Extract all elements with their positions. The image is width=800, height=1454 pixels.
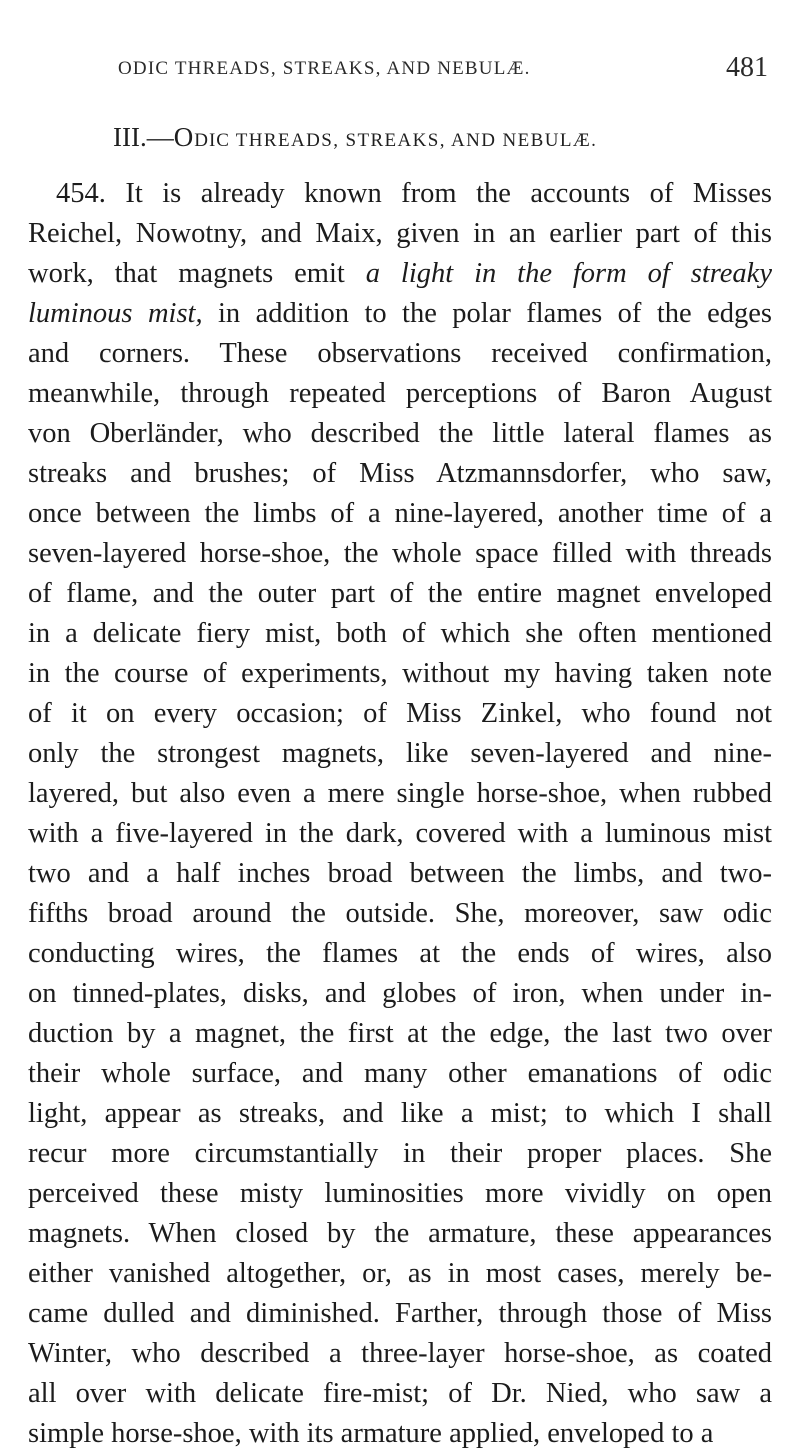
text-line	[28, 694, 772, 734]
text-run: von Oberländer, who described the little lateral flames as	[28, 418, 772, 449]
text-run: meanwhile, through repeated perceptions of Baron August	[28, 378, 772, 409]
text-line	[28, 1174, 772, 1214]
text-run: seven-layered horse-shoe, the whole space filled with threads	[28, 538, 772, 569]
text-line	[28, 894, 772, 934]
text-line	[28, 1254, 772, 1294]
text-run: their whole surface, and many other emanations of odic	[28, 1058, 772, 1089]
text-run: Winter, who described a three-layer horse-shoe, as coated	[28, 1338, 772, 1369]
text-run: two and a half inches broad between the limbs, and two-	[28, 858, 772, 889]
text-run: recur more circumstantially in their proper places. She	[28, 1138, 772, 1169]
text-line	[28, 494, 772, 534]
text-line	[28, 214, 772, 254]
text-run: in the course of experiments, without my having taken note	[28, 658, 772, 689]
text-line	[28, 1214, 772, 1254]
italic-text-run: luminous mist,	[28, 298, 203, 329]
section-heading-first-word: Odic	[173, 122, 230, 152]
text-run: conducting wires, the flames at the ends of wires, also	[28, 938, 772, 969]
text-line	[28, 1334, 772, 1374]
text-run: Reichel, Nowotny, and Maix, given in an earlier part of this	[28, 218, 772, 249]
text-run: fifths broad around the outside. She, moreover, saw odic	[28, 898, 772, 929]
text-line	[28, 374, 772, 414]
text-run: work, that magnets emit	[28, 258, 366, 289]
text-line	[28, 414, 772, 454]
text-run: layered, but also even a mere single horse-shoe, when rubbed	[28, 778, 772, 809]
text-line	[28, 774, 772, 814]
italic-text-run: a light in the form of streaky	[365, 258, 772, 289]
text-line	[28, 174, 772, 214]
section-heading	[113, 122, 597, 153]
text-line	[28, 574, 772, 614]
text-line	[28, 1294, 772, 1334]
text-run: with a five-layered in the dark, covered with a luminous mist	[28, 818, 772, 849]
text-line	[28, 1094, 772, 1134]
text-run: only the strongest magnets, like seven-layered and nine-	[28, 738, 772, 769]
text-run: of flame, and the outer part of the entire magnet enveloped	[28, 578, 772, 609]
section-heading-rest: THREADS, STREAKS, AND NEBULÆ.	[229, 130, 598, 151]
text-line	[28, 614, 772, 654]
paragraph-454	[28, 174, 772, 1454]
text-run: in addition to the polar flames of the edges	[202, 298, 772, 329]
text-line	[28, 454, 772, 494]
text-run: once between the limbs of a nine-layered, another time of a	[28, 498, 772, 529]
text-line	[28, 294, 772, 334]
text-run: light, appear as streaks, and like a mist; to which I shall	[28, 1098, 772, 1129]
text-run: duction by a magnet, the first at the edge, the last two over	[28, 1018, 772, 1049]
text-line	[28, 1054, 772, 1094]
text-run: all over with delicate fire-mist; of Dr. Nied, who saw a	[28, 1378, 772, 1409]
text-run: magnets. When closed by the armature, these appearances	[28, 1218, 772, 1249]
text-run: came dulled and diminished. Farther, through those of Miss	[28, 1298, 772, 1329]
running-title: ODIC THREADS, STREAKS, AND NEBULÆ.	[118, 58, 531, 79]
text-line	[28, 934, 772, 974]
text-run: in a delicate fiery mist, both of which she often mentioned	[28, 618, 772, 649]
text-line	[28, 814, 772, 854]
text-run: simple horse-shoe, with its armature applied, enveloped to a	[28, 1418, 714, 1449]
text-run: streaks and brushes; of Miss Atzmannsdorfer, who saw,	[28, 458, 772, 489]
text-run: perceived these misty luminosities more vividly on open	[28, 1178, 772, 1209]
page-number: 481	[726, 52, 768, 83]
text-run: and corners. These observations received confirmation,	[28, 338, 772, 369]
text-line	[28, 1374, 772, 1414]
text-line	[28, 1014, 772, 1054]
text-line	[28, 734, 772, 774]
running-head	[118, 52, 768, 86]
text-run: either vanished altogether, or, as in most cases, merely be-	[28, 1258, 772, 1289]
text-line	[28, 254, 772, 294]
text-line	[28, 974, 772, 1014]
text-line	[28, 1414, 772, 1454]
text-run: of it on every occasion; of Miss Zinkel, who found not	[28, 698, 772, 729]
text-line	[28, 854, 772, 894]
text-line	[28, 334, 772, 374]
text-line	[28, 654, 772, 694]
text-run: 454. It is already known from the accounts of Misses	[56, 178, 772, 209]
text-run: on tinned-plates, disks, and globes of iron, when under in-	[28, 978, 772, 1009]
text-line	[28, 1134, 772, 1174]
section-numeral: III.—	[113, 122, 174, 152]
text-line	[28, 534, 772, 574]
